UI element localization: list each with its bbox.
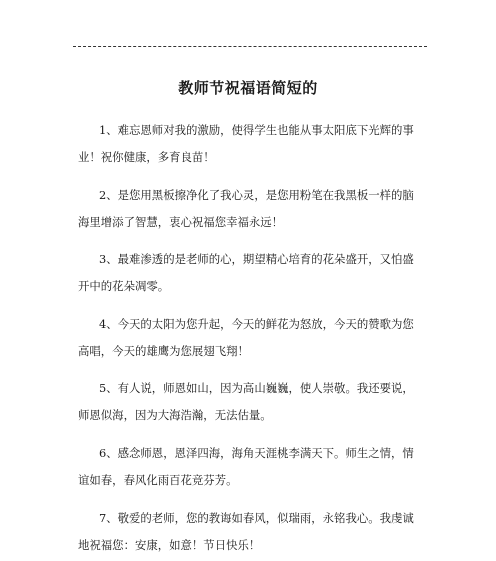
document-title: 教师节祝福语简短的 bbox=[178, 79, 318, 97]
paragraph-1: 1、难忘恩师对我的激励，使得学生也能从事太阳底下光辉的事业！祝你健康，多育良苗！ bbox=[78, 123, 414, 164]
paragraph-2: 2、是您用黑板擦净化了我心灵，是您用粉笔在我黑板一样的脑海里增添了智慧，衷心祝福您幸福永远！ bbox=[78, 188, 414, 229]
header-dashed-divider bbox=[73, 46, 427, 47]
paragraph-5: 5、有人说，师恩如山，因为高山巍巍，使人崇敬。我还要说，师恩似海，因为大海浩瀚，无法估量。 bbox=[78, 381, 414, 422]
paragraph-4: 4、今天的太阳为您升起，今天的鲜花为怒放，今天的赞歌为您高唱，今天的雄鹰为您展翅飞翔！ bbox=[78, 317, 414, 358]
paragraph-7: 7、敬爱的老师，您的教诲如春风，似瑞雨，永铭我心。我虔诚地祝福您：安康，如意！节日快乐！ bbox=[78, 511, 414, 552]
paragraph-6: 6、感念师恩，恩泽四海，海角天涯桃李满天下。师生之情，情谊如春，春风化雨百花竞芬芳。 bbox=[78, 446, 414, 487]
paragraph-3: 3、最难渗透的是老师的心，期望精心培育的花朵盛开，又怕盛开中的花朵凋零。 bbox=[78, 252, 414, 293]
